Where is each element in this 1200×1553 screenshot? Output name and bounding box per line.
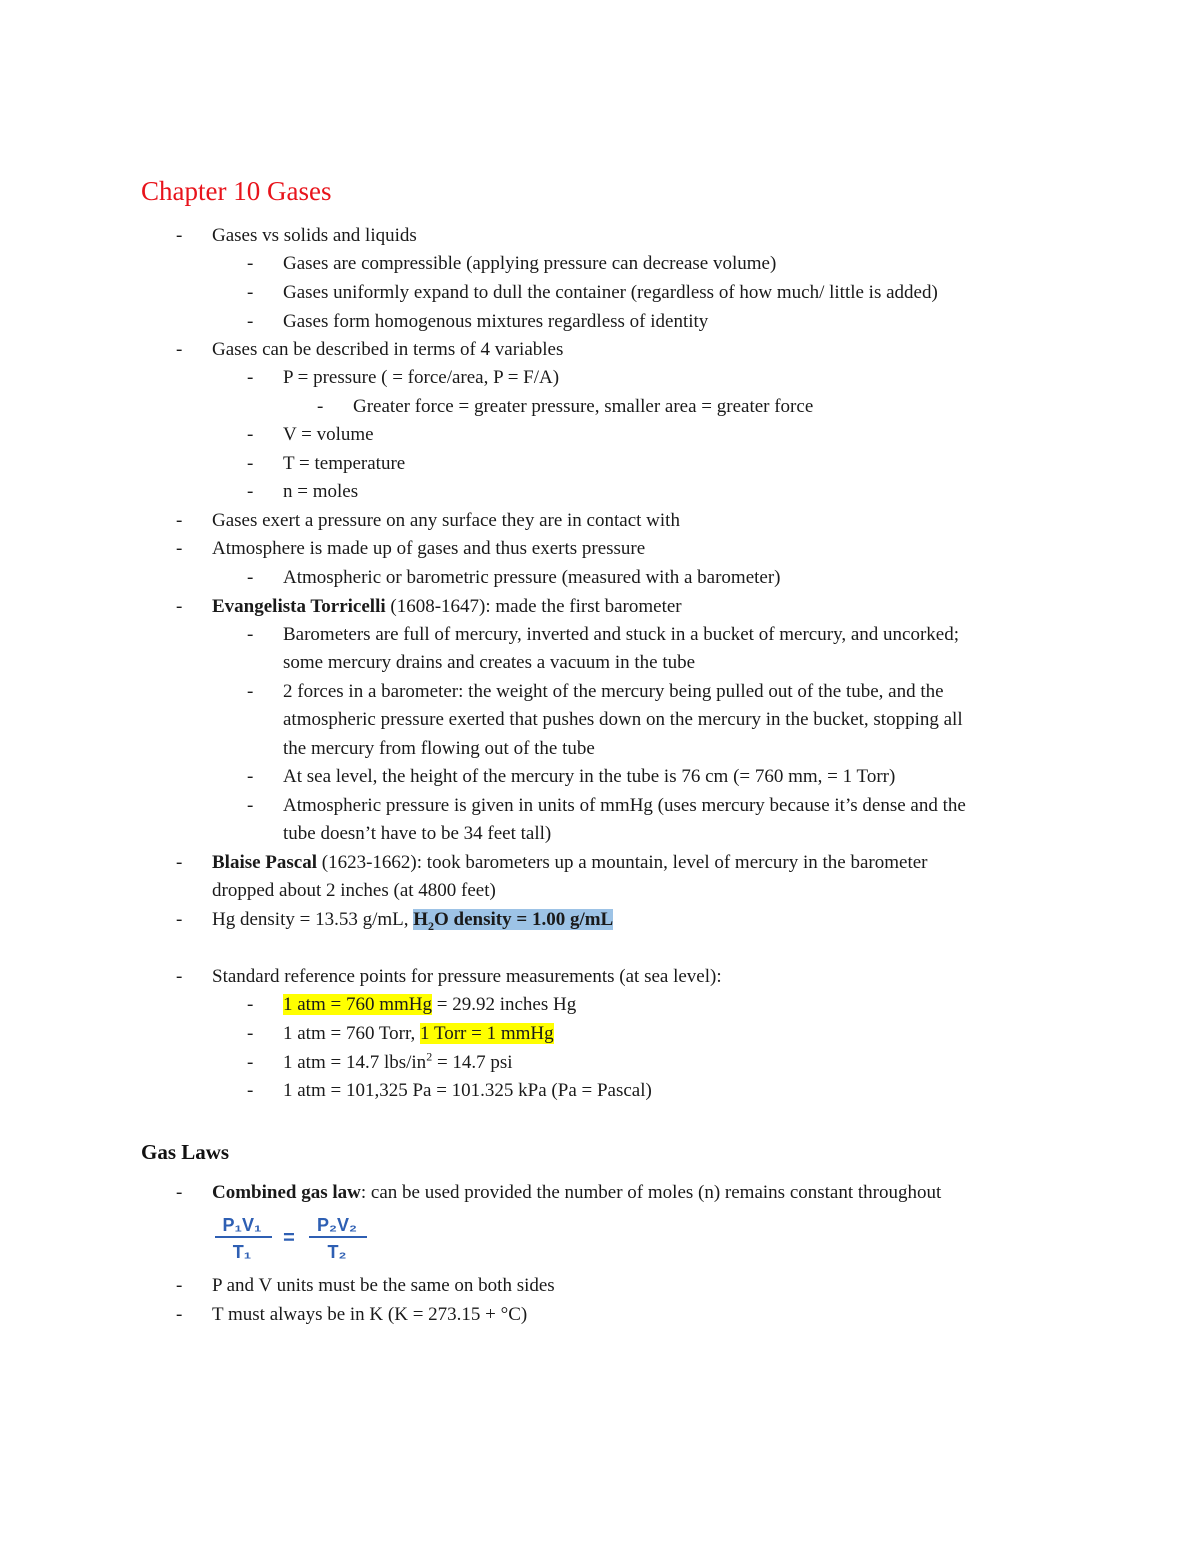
bullet: - [247,1023,254,1044]
item-text: = 14.7 psi [432,1052,513,1073]
bullet: - [247,1052,254,1073]
bullet: - [317,396,324,417]
list-item-continuation [283,735,595,764]
item-text: Hg density = 13.53 g/mL, [212,909,414,930]
item-text: T must always be in K (K = 273.15 + °C) [212,1304,528,1325]
list-item [176,535,646,564]
item-text: 1 atm = 760 Torr, [283,1023,421,1044]
list-item [247,792,966,821]
bullet: - [176,339,183,360]
highlight-text: 1 Torr = 1 mmHg [420,1023,554,1044]
list-item [247,478,359,507]
combined-gas-law-formula [212,1212,382,1266]
list-item [176,1179,942,1208]
item-text: (1608-1647): made the first barometer [385,596,682,617]
list-item [176,1301,528,1330]
bullet: - [247,453,254,474]
item-text: P and V units must be the same on both sides [212,1275,555,1296]
item-text: 1 atm = 14.7 lbs/in [283,1052,427,1073]
section-title: Gas Laws [141,1140,230,1164]
item-text: some mercury drains and creates a vacuum in the tube [283,652,696,673]
term: Combined gas law [212,1182,361,1203]
list-item [247,1049,513,1078]
bullet: - [247,481,254,502]
bullet: - [176,596,183,617]
item-text: Gases form homogenous mixtures regardless of identity [283,311,709,332]
bullet: - [176,538,183,559]
list-item-continuation [283,649,695,678]
list-item [247,364,560,393]
list-item [247,308,709,337]
bullet: - [247,681,254,702]
bullet: - [176,909,183,930]
page-title: Chapter 10 Gases [141,176,332,206]
item-text: the mercury from flowing out of the tube [283,738,595,759]
formula-graphic [212,1212,382,1266]
bullet: - [247,253,254,274]
item-text: Gases vs solids and liquids [212,225,417,246]
formula-rest: O density = 1.00 g/mL [434,909,614,930]
list-item [176,336,564,365]
bullet: - [176,510,183,531]
item-text: Atmospheric or barometric pressure (measured with a barometer) [283,567,781,588]
item-text: tube doesn’t have to be 34 feet tall) [283,823,552,844]
formula-h: H [413,909,429,930]
superscript: 2 [426,1049,433,1064]
item-text: Barometers are full of mercury, inverted and stuck in a bucket of mercury, and uncorked; [283,624,959,645]
right-denominator: T₂ [327,1242,347,1262]
item-text: At sea level, the height of the mercury in the tube is 76 cm (= 760 mm, = 1 Torr) [283,766,896,787]
list-item [247,1077,652,1106]
list-item [176,593,682,622]
item-text: V = volume [283,424,374,445]
item-text: Standard reference points for pressure measurements (at sea level): [212,966,722,987]
bullet: - [247,994,254,1015]
bullet: - [247,624,254,645]
list-item [247,991,577,1020]
list-item-continuation [212,877,496,906]
bullet: - [247,795,254,816]
equals-sign: = [283,1227,295,1249]
list-item [247,279,938,308]
list-item [176,849,928,878]
item-text: Gases are compressible (applying pressure can decrease volume) [283,253,777,274]
bullet: - [247,424,254,445]
list-item [247,1020,554,1049]
bullet: - [247,1080,254,1101]
item-text: dropped about 2 inches (at 4800 feet) [212,880,496,901]
subscript: 2 [428,918,435,933]
list-item [176,963,722,992]
bullet: - [176,852,183,873]
list-item [317,393,814,422]
bullet: - [247,282,254,303]
item-text: n = moles [283,481,359,502]
item-text: P = pressure ( = force/area, P = F/A) [283,367,560,388]
bullet: - [247,766,254,787]
item-text: 1 atm = 101,325 Pa = 101.325 kPa (Pa = Pascal) [283,1080,652,1101]
item-text: Greater force = greater pressure, smaller area = greater force [353,396,814,417]
bullet: - [247,311,254,332]
list-item [247,250,777,279]
item-text: (1623-1662): took barometers up a mountain, level of mercury in the barometer [317,852,928,873]
list-item [176,1272,555,1301]
bullet: - [176,1304,183,1325]
item-text: T = temperature [283,453,406,474]
bullet: - [176,225,183,246]
item-text: Gases exert a pressure on any surface they are in contact with [212,510,680,531]
person-name: Blaise Pascal [212,852,318,873]
highlight-text: 1 atm = 760 mmHg [283,994,432,1015]
item-text: Gases can be described in terms of 4 variables [212,339,564,360]
list-item [247,564,781,593]
bullet: - [176,966,183,987]
person-name: Evangelista Torricelli [212,596,386,617]
item-text: : can be used provided the number of moles (n) remains constant throughout [360,1182,942,1203]
bullet: - [247,567,254,588]
right-numerator: P₂V₂ [316,1215,358,1235]
item-text: Atmospheric pressure is given in units of mmHg (uses mercury because it’s dense and the [283,795,966,816]
list-item [247,763,896,792]
left-denominator: T₁ [232,1242,252,1262]
list-item-continuation [283,706,963,735]
list-item [176,507,680,536]
bullet: - [176,1275,183,1296]
list-item-continuation [283,820,551,849]
list-item [176,222,417,251]
list-item [247,450,406,479]
list-item [247,678,944,707]
bullet: - [247,367,254,388]
item-text: atmospheric pressure exerted that pushes down on the mercury in the bucket, stopping all [283,709,963,730]
item-text: Gases uniformly expand to dull the container (regardless of how much/ little is added) [283,282,938,303]
list-item [247,421,374,450]
item-text: Atmosphere is made up of gases and thus exerts pressure [212,538,646,559]
bullet: - [176,1182,183,1203]
list-item [247,621,959,650]
water-density-highlight [413,909,614,933]
item-text: 2 forces in a barometer: the weight of the mercury being pulled out of the tube, and the [283,681,944,702]
list-item [176,906,614,935]
item-text: = 29.92 inches Hg [432,994,577,1015]
left-numerator: P₁V₁ [222,1215,262,1235]
